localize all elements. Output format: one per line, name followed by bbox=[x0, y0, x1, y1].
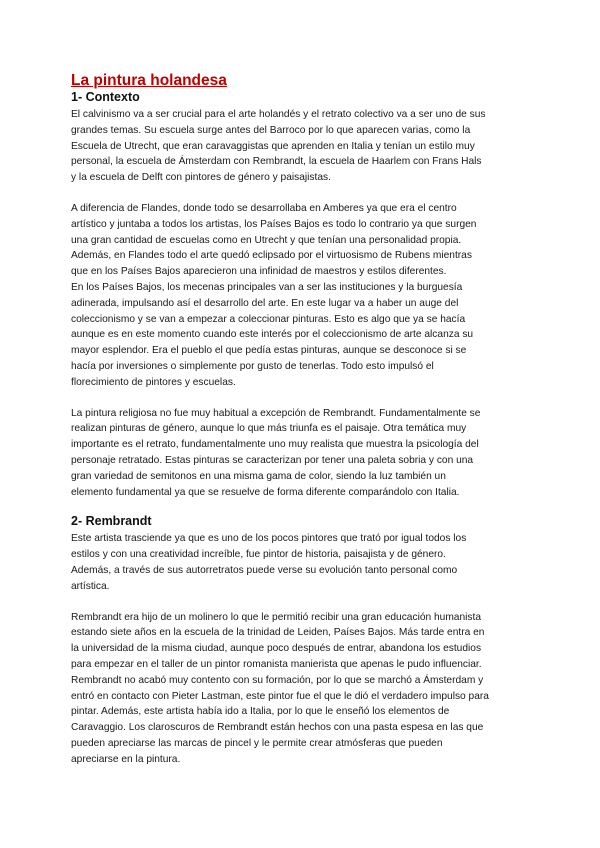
text-line: importante es el retrato, fundamentalmente uno muy realista que muestra la psicología del bbox=[71, 439, 479, 451]
text-line: Rembrandt no acabó muy contento con su formación, por lo que se marchó a Ámsterdam y bbox=[71, 674, 484, 686]
text-line: realizan pinturas de género, aunque lo que más triunfa es el paisaje. Otra temática muy bbox=[71, 423, 467, 435]
text-line: apreciarse en la pintura. bbox=[71, 753, 181, 765]
text-line: La pintura religiosa no fue muy habitual a excepción de Rembrandt. Fundamentalmente se bbox=[71, 407, 481, 419]
paragraph-calvinismo bbox=[71, 107, 529, 186]
section-heading-contexto: 1- Contexto bbox=[71, 90, 140, 104]
text-line: entró en contacto con Pieter Lastman, este pintor fue el que le dió el verdadero impulso para bbox=[71, 690, 489, 702]
text-line: El calvinismo va a ser crucial para el arte holandés y el retrato colectivo va a ser uno de sus bbox=[71, 109, 486, 120]
paragraph-spacer bbox=[71, 391, 529, 406]
text-line: Caravaggio. Los claroscuros de Rembrandt están hechos con una pasta espesa en las que bbox=[71, 722, 484, 734]
section-spacer bbox=[71, 500, 529, 514]
document-title: La pintura holandesa bbox=[71, 72, 227, 89]
text-line: gran variedad de semitonos en una misma gama de color, siendo la luz también un bbox=[71, 470, 446, 482]
document-page bbox=[71, 72, 529, 767]
text-line: A diferencia de Flandes, donde todo se desarrollaba en Amberes ya que era el centro bbox=[71, 202, 457, 214]
text-line: Además, a través de sus autorretratos puede verse su evolución tanto personal como bbox=[71, 564, 458, 576]
paragraph-spacer bbox=[71, 595, 529, 610]
text-line: hacía por inversiones o simplemente por gusto de tenerlas. Todo esto impulsó el bbox=[71, 360, 434, 372]
text-line: una gran cantidad de escuelas como en Utrecht y que tenían una personalidad propia. bbox=[71, 234, 462, 246]
text-line: aunque es en este momento cuando este interés por el coleccionismo de arte alcanza su bbox=[71, 329, 474, 341]
paragraph-flandes bbox=[71, 201, 529, 391]
paragraph-pintura-religiosa bbox=[71, 406, 529, 501]
text-line: En los Países Bajos, los mecenas principales van a ser las instituciones y la burguesía bbox=[71, 281, 463, 293]
text-line: que en los Países Bajos aparecieron una infinidad de maestros y estilos diferentes. bbox=[71, 266, 447, 278]
text-line: Escuela de Utrecht, que eran caravaggistas que aprenden en Italia y tenían un estilo muy bbox=[71, 140, 475, 152]
paragraph-biografia bbox=[71, 610, 529, 768]
text-line: Además, en Flandes todo el arte quedó eclipsado por el virtuosismo de Rubens mientras bbox=[71, 250, 472, 262]
text-line: Rembrandt era hijo de un molinero lo que le permitió recibir una gran educación humanista bbox=[71, 611, 481, 623]
text-line: estilos y con una creatividad increíble, fue pintor de historia, paisajista y de género. bbox=[71, 549, 446, 561]
text-line: coleccionismo y se van a empezar a coleccionar pinturas. Esto es algo que ya se hacía bbox=[71, 313, 466, 325]
paragraph-spacer bbox=[71, 186, 529, 201]
text-line: elemento fundamental ya que se resuelve de forma diferente comparándolo con Italia. bbox=[71, 486, 460, 498]
text-line: personaje retratado. Estas pinturas se caracterizan por tener una paleta sobria y con una bbox=[71, 454, 474, 466]
text-line: personal, la escuela de Ámsterdam con Rembrandt, la escuela de Haarlem con Frans Hals bbox=[71, 156, 482, 168]
text-line: florecimiento de pintores y escuelas. bbox=[71, 376, 236, 388]
text-line: pintar. Además, este artista había ido a Italia, por lo que le enseñó los elementos de bbox=[71, 706, 450, 718]
text-line: mayor esplendor. Era el pueblo el que pedía estas pinturas, aunque se desconoce si se bbox=[71, 345, 467, 357]
text-line: pueden apreciarse las marcas de pincel y le permite crear atmósferas que pueden bbox=[71, 737, 443, 749]
text-line: Este artista trasciende ya que es uno de los pocos pintores que trató por igual todos los bbox=[71, 533, 467, 545]
text-line: artístico y juntaba a todos los artistas, los Países Bajos es todo lo contrario ya que surgen bbox=[71, 218, 477, 230]
text-line: y la escuela de Delft con pintores de género y paisajistas. bbox=[71, 172, 331, 184]
text-line: la universidad de la misma ciudad, aunque poco después de entrar, abandona los estudios bbox=[71, 643, 482, 655]
section-heading-rembrandt: 2- Rembrandt bbox=[71, 514, 152, 529]
text-line: grandes temas. Su escuela surge antes del Barroco por lo que aparecen varias, como la bbox=[71, 124, 471, 136]
text-line: artística. bbox=[71, 580, 110, 592]
text-line: adinerada, impulsando así el desarrollo del arte. En este lugar va a haber un auge del bbox=[71, 297, 459, 309]
paragraph-artista bbox=[71, 531, 529, 594]
text-line: estando siete años en la escuela de la trinidad de Leiden, Países Bajos. Más tarde entra en bbox=[71, 627, 485, 639]
text-line: para empezar en el taller de un pintor romanista manierista que apenas le pudo influenciar. bbox=[71, 658, 482, 670]
